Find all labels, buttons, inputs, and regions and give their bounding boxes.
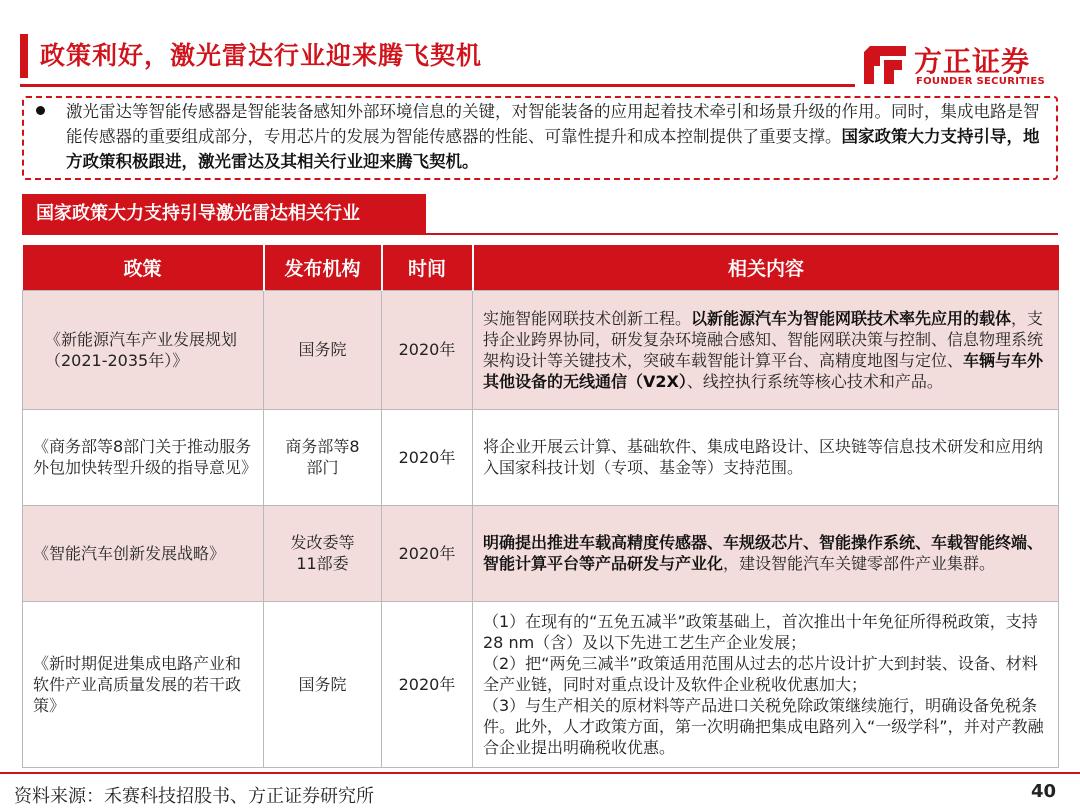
org-cell: 国务院	[264, 290, 382, 409]
logo-english-name: FOUNDER SECURITIES	[916, 76, 1046, 87]
policy-cell: 《智能汽车创新发展战略》	[23, 505, 264, 601]
header-org: 发布机构	[264, 245, 382, 290]
content-text: 将企业开展云计算、基础软件、集成电路设计、区块链等信息技术研发和应用纳入国家科技计划（专项、基金等）支持范围。	[483, 437, 1044, 477]
table-header-row	[23, 245, 1059, 290]
table-row	[23, 409, 1059, 505]
content-list-item: （2）把“两免三减半”政策适用范围从过去的芯片设计扩大到封装、设备、材料全产业链，同时对重点设计及软件企业税收优惠加大；	[483, 653, 1038, 694]
intro-text-bold: 国家政策大力支持引导，地方政策积极跟进，激光雷达及其相关行业迎来腾飞契机。	[66, 127, 1040, 171]
table-row	[23, 505, 1059, 601]
bullet-icon	[36, 106, 45, 115]
org-text: 发改委等11部委	[290, 533, 355, 573]
org-text: 商务部等8部门	[285, 437, 360, 477]
content-text: ，建设智能汽车关键零部件产业集群。	[723, 554, 996, 573]
content-cell	[473, 505, 1059, 601]
intro-text: 激光雷达等智能传感器是智能装备感知外部环境信息的关键，对智能装备的应用起着技术牵引和场景升级的作用。同时，集成电路是智能传感器的重要组成部分，专用芯片的发展为智能传感器的性能、可靠性提升和成本控制提供了重要支撑。	[66, 102, 1040, 146]
org-cell: 国务院	[264, 601, 382, 767]
intro-paragraph	[66, 99, 1051, 174]
section-title: 国家政策大力支持引导激光雷达相关行业	[22, 194, 426, 234]
section-underline	[22, 233, 1058, 235]
founder-logo-icon	[862, 42, 908, 88]
header-policy: 政策	[23, 245, 264, 290]
policy-cell: 《新时期促进集成电路产业和软件产业高质量发展的若干政策》	[23, 601, 264, 767]
source-note: 资料来源：禾赛科技招股书、方正证券研究所	[14, 786, 374, 807]
policy-cell: 《商务部等8部门关于推动服务外包加快转型升级的指导意见》	[23, 409, 264, 505]
org-cell	[264, 409, 382, 505]
content-bold: 以新能源汽车为智能网联技术率先应用的载体	[691, 308, 1012, 328]
org-cell	[264, 505, 382, 601]
content-text: 、线控执行系统等核心技术和产品。	[686, 371, 943, 391]
footer-rule	[0, 772, 1080, 774]
table-row	[23, 601, 1059, 767]
header-time: 时间	[382, 245, 473, 290]
time-cell: 2020年	[382, 505, 473, 601]
content-cell	[473, 601, 1059, 767]
logo-chinese-name: 方正证券	[914, 45, 1031, 78]
content-cell	[473, 409, 1059, 505]
time-cell: 2020年	[382, 601, 473, 767]
time-cell: 2020年	[382, 290, 473, 409]
content-text: 实施智能网联技术创新工程。	[483, 308, 692, 328]
content-bold: 车辆与车外其他设备的无线通信（V2X）	[483, 350, 1044, 391]
content-list-item: （3）与生产相关的原材料等产品进口关税免除政策继续施行，明确设备免税条件。此外，人才政策方面，第一次明确把集成电路列入“一级学科”，并对产教融合企业提出明确税收优惠。	[483, 695, 1044, 757]
content-text: ，支持企业跨界协同，研发复杂环境融合感知、智能网联决策与控制、信息物理系统架构设计等关键技术，突破车载智能计算平台、高精度地图与定位、	[483, 308, 1044, 370]
policy-table	[22, 245, 1059, 768]
brand-logo	[862, 40, 1062, 92]
policy-cell: 《新能源汽车产业发展规划（2021-2035年）》	[23, 290, 264, 409]
table-row	[23, 290, 1059, 409]
title-underline	[20, 84, 855, 87]
page-title: 政策利好，激光雷达行业迎来腾飞契机	[40, 41, 483, 70]
title-accent-bar	[20, 34, 28, 78]
page-number: 40	[1030, 781, 1056, 802]
time-cell: 2020年	[382, 409, 473, 505]
content-bold: 明确提出推进车载高精度传感器、车规级芯片、智能操作系统、车载智能终端、智能计算平台等产品研发与产业化	[483, 533, 1044, 573]
header-content: 相关内容	[473, 245, 1059, 290]
content-cell	[473, 290, 1059, 409]
content-list-item: （1）在现有的“五免五减半”政策基础上，首次推出十年免征所得税政策，支持 28 nm（含）及以下先进工艺生产企业发展；	[483, 611, 1038, 652]
